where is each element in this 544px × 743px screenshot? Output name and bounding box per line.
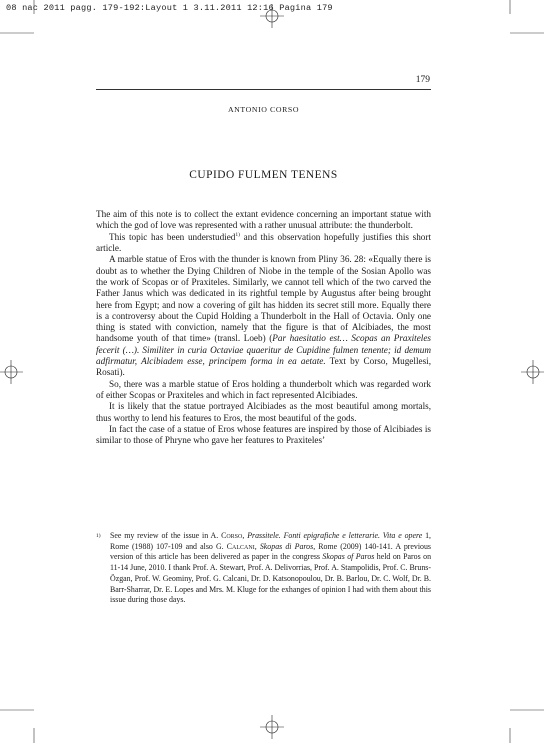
paragraph-6: In fact the case of a statue of Eros whose features are inspired by those of Alcibiades is similar to those of Phryne who gave her features to Praxiteles’ <box>96 423 431 446</box>
paragraph-4: So, there was a marble statue of Eros holding a thunderbolt which was regarded work of either Scopas or Praxiteles and which in fact represented Alcibiades. <box>96 378 431 400</box>
latin-quotation: Par haesitatio est… Scopas an Praxiteles fecerit (…). Similiter in curia Octaviae quaeritur de Cupidine fulmen tenente; id demum adfirmatur, Alcibiadem esse, principem forma in ea aetate. <box>96 333 431 367</box>
footnote-mark: 1) <box>96 533 101 539</box>
header-rule <box>96 89 431 90</box>
footnote-ref-1: 1) <box>235 231 240 238</box>
paragraph-3-pliny-quote: A marble statue of Eros with the thunder is known from Pliny 36. 28: «Equally there is doubt as to whether the Dying Children of Niobe in the temple of the Sosian Apollo was the work of Scopas or of Praxiteles. Similarly, we cannot tell which of the two carved the Father Janus which was dedicated in its rightful temple by Augustus after being brought here from Egypt; and now a covering of gilt has hidden its secret still more. Equally there is a controversy about the Cupid Holding a Thunderbolt in the Hall of Octavia. Only one thing is stated with conviction, namely that the figure is that of Alcibiades, the most handsome youth of that time» (transl. Loeb) (Par haesitatio est… Scopas an Praxiteles fecerit (…). Similiter in curia Octaviae quaeritur de Cupidine fulmen tenente; id demum adfirmatur, Alcibiadem esse, principem forma in ea aetate. Text by Corso, Mugellesi, Rosati). <box>96 254 431 378</box>
paragraph-2: This topic has been understudied$^{1)}$ and this observation hopefully justifies this short article. <box>96 231 431 253</box>
print-slug-line: 08 nac 2011 pagg. 179-192:Layout 1 3.11.2011 12:16 Pagina 179 <box>6 3 333 13</box>
article-body <box>96 209 431 447</box>
registration-mark-left <box>0 360 23 384</box>
registration-mark-right <box>521 360 544 384</box>
author-name: ANTONIO CORSO <box>227 105 300 114</box>
paragraph-5: It is likely that the statue portrayed Alcibiades as the most beautiful among mortals, thus worthy to lend his features to Eros, the most beautiful of the gods. <box>96 401 431 423</box>
footnote-text: See my review of the issue in A. Corso, Prassitele. Fonti epigrafiche e letterarie. Vita e opere 1, Rome (1988) 107-109 and also G. Calcani, Skopas di Paros, Rome (2009) 140-141. A previous version of this article has been delivered as paper in the congress Skopas of Paros held on Paros on 11-14 June, 2010. I thank Prof. A. Stewart, Prof. A. Delivorrias, Prof. A. Stampolidis, Prof. C. Bruns-Özgan, Prof. W. Geominy, Prof. G. Calcani, Dr. D. Katsonopoulou, Dr. B. Barlou, Dr. C. Wolf, Dr. B. Barr-Sharrar, Dr. E. Lopes and Mrs. M. Kluge for the exhanges of opinion I had with them about this issue during those days. <box>110 531 432 605</box>
paragraph-1: The aim of this note is to collect the extant evidence concerning an important statue with which the god of love was represented with a rather unusual attribute: the thunderbolt. <box>96 209 431 231</box>
article-title: CUPIDO FULMEN TENENS <box>189 169 338 181</box>
footnote-1 <box>96 531 431 606</box>
registration-mark-bottom <box>260 715 284 739</box>
page-number: 179 <box>415 75 430 85</box>
registration-mark-top <box>260 4 284 28</box>
